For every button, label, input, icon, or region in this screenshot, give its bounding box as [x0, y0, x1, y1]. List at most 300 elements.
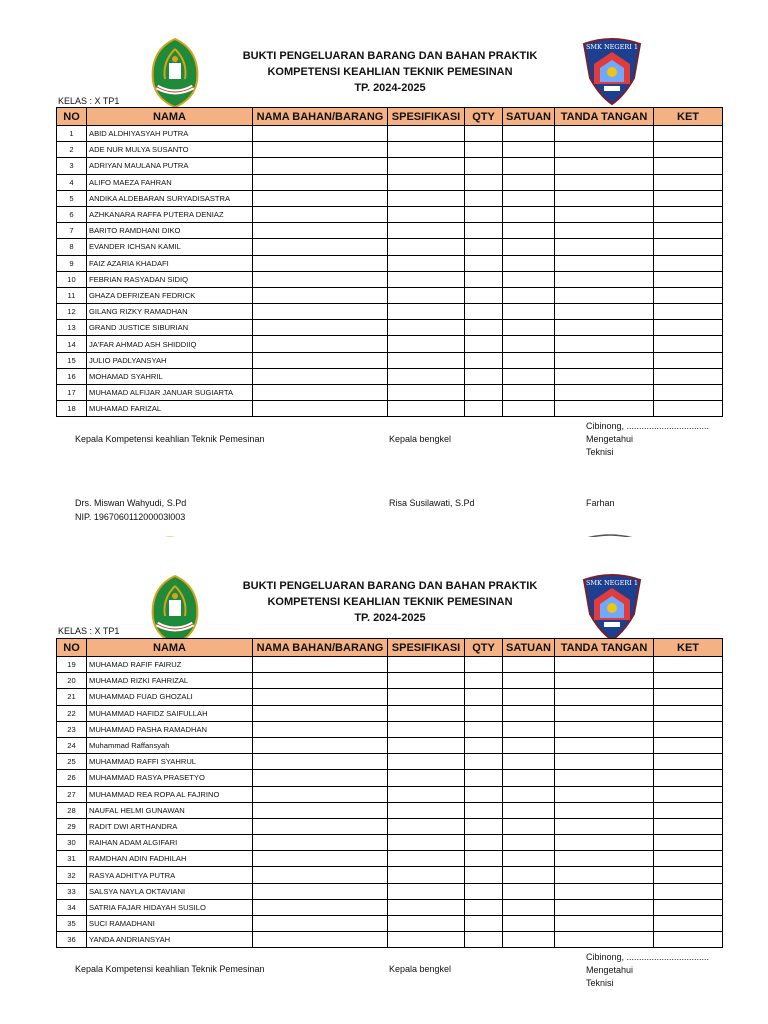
cell-tanda-tangan	[555, 304, 654, 320]
row-number: 25	[57, 754, 87, 770]
table-row	[57, 190, 723, 206]
cell-ket	[654, 932, 723, 948]
row-number: 31	[57, 851, 87, 867]
header-nama-bahan: NAMA BAHAN/BARANG	[253, 108, 388, 126]
cell-ket	[654, 737, 723, 753]
cell-qty	[465, 352, 503, 368]
row-number: 33	[57, 883, 87, 899]
cell-satuan	[503, 883, 555, 899]
cell-nama-bahan	[253, 255, 388, 271]
table-row	[57, 126, 723, 142]
cell-ket	[654, 271, 723, 287]
student-name: ABID ALDHIYASYAH PUTRA	[87, 126, 253, 142]
cell-spesifikasi	[388, 705, 465, 721]
cell-spesifikasi	[388, 142, 465, 158]
cell-spesifikasi	[388, 770, 465, 786]
table-row	[57, 867, 723, 883]
table-row	[57, 657, 723, 673]
student-name: MUHAMMAD RASYA PRASETYO	[87, 770, 253, 786]
student-name: MUHAMMAD FUAD GHOZALI	[87, 689, 253, 705]
table-row	[57, 835, 723, 851]
cell-ket	[654, 142, 723, 158]
cell-nama-bahan	[253, 336, 388, 352]
table-row	[57, 705, 723, 721]
row-number: 26	[57, 770, 87, 786]
cell-nama-bahan	[253, 851, 388, 867]
row-number: 6	[57, 206, 87, 222]
cell-tanda-tangan	[555, 883, 654, 899]
cell-tanda-tangan	[555, 916, 654, 932]
student-name: BARITO RAMDHANI DIKO	[87, 223, 253, 239]
cell-ket	[654, 336, 723, 352]
table-row	[57, 899, 723, 915]
cell-ket	[654, 867, 723, 883]
table-row	[57, 754, 723, 770]
cell-nama-bahan	[253, 802, 388, 818]
header-ket: KET	[654, 639, 723, 657]
table-row	[57, 673, 723, 689]
row-number: 10	[57, 271, 87, 287]
title-line-3: TP. 2024-2025	[354, 82, 426, 94]
cell-tanda-tangan	[555, 223, 654, 239]
cell-ket	[654, 802, 723, 818]
cell-nama-bahan	[253, 786, 388, 802]
cell-satuan	[503, 271, 555, 287]
mengetahui-label: Mengetahui	[586, 434, 634, 444]
student-name: ADE NUR MULYA SUSANTO	[87, 142, 253, 158]
table-row	[57, 737, 723, 753]
cell-tanda-tangan	[555, 802, 654, 818]
cell-tanda-tangan	[555, 255, 654, 271]
student-name: SUCI RAMADHANI	[87, 916, 253, 932]
cell-nama-bahan	[253, 239, 388, 255]
west-java-emblem-logo	[147, 37, 203, 109]
row-number: 1	[57, 126, 87, 142]
cell-qty	[465, 368, 503, 384]
student-name: FEBRIAN RASYADAN SIDIQ	[87, 271, 253, 287]
row-number: 24	[57, 737, 87, 753]
cell-spesifikasi	[388, 867, 465, 883]
student-name: GHAZA DEFRIZEAN FEDRICK	[87, 287, 253, 303]
cell-satuan	[503, 158, 555, 174]
cell-satuan	[503, 867, 555, 883]
table-row	[57, 320, 723, 336]
cell-satuan	[503, 737, 555, 753]
cell-ket	[654, 368, 723, 384]
kabeng-name: Risa Susilawati, S.Pd	[389, 498, 475, 508]
cell-satuan	[503, 705, 555, 721]
cell-ket	[654, 689, 723, 705]
cell-spesifikasi	[388, 754, 465, 770]
cell-qty	[465, 401, 503, 417]
cell-tanda-tangan	[555, 126, 654, 142]
cell-spesifikasi	[388, 689, 465, 705]
cell-qty	[465, 883, 503, 899]
cell-qty	[465, 705, 503, 721]
cell-tanda-tangan	[555, 657, 654, 673]
cell-satuan	[503, 239, 555, 255]
cell-satuan	[503, 126, 555, 142]
row-number: 4	[57, 174, 87, 190]
kabeng-title: Kepala bengkel	[389, 434, 452, 444]
row-number: 3	[57, 158, 87, 174]
table-row	[57, 883, 723, 899]
cell-spesifikasi	[388, 802, 465, 818]
table-row	[57, 786, 723, 802]
cell-satuan	[503, 336, 555, 352]
cell-tanda-tangan	[555, 770, 654, 786]
cell-tanda-tangan	[555, 932, 654, 948]
cell-spesifikasi	[388, 239, 465, 255]
table-header-row	[57, 639, 723, 657]
table-row	[57, 352, 723, 368]
student-name: MUHAMMAD PASHA RAMADHAN	[87, 721, 253, 737]
row-number: 34	[57, 899, 87, 915]
table-row	[57, 223, 723, 239]
cell-satuan	[503, 818, 555, 834]
document-title	[240, 578, 540, 626]
header-ket: KET	[654, 108, 723, 126]
cell-satuan	[503, 657, 555, 673]
cell-nama-bahan	[253, 705, 388, 721]
cell-spesifikasi	[388, 899, 465, 915]
cell-tanda-tangan	[555, 835, 654, 851]
west-java-emblem-logo	[147, 574, 203, 646]
title-line-1: BUKTI PENGELUARAN BARANG DAN BAHAN PRAKTIK	[242, 580, 538, 592]
cell-tanda-tangan	[555, 786, 654, 802]
cell-qty	[465, 304, 503, 320]
cell-nama-bahan	[253, 916, 388, 932]
student-name: AZHKANARA RAFFA PUTERA DENIAZ	[87, 206, 253, 222]
cell-nama-bahan	[253, 271, 388, 287]
cell-qty	[465, 689, 503, 705]
cell-nama-bahan	[253, 657, 388, 673]
header-nama: NAMA	[87, 639, 253, 657]
cell-satuan	[503, 673, 555, 689]
header-no: NO	[57, 108, 87, 126]
cell-spesifikasi	[388, 368, 465, 384]
inventory-table-page-1	[56, 107, 723, 417]
row-number: 2	[57, 142, 87, 158]
cell-tanda-tangan	[555, 352, 654, 368]
cell-spesifikasi	[388, 916, 465, 932]
cell-satuan	[503, 142, 555, 158]
cell-nama-bahan	[253, 754, 388, 770]
table-row	[57, 271, 723, 287]
cell-nama-bahan	[253, 190, 388, 206]
cell-spesifikasi	[388, 320, 465, 336]
cell-qty	[465, 385, 503, 401]
cell-tanda-tangan	[555, 142, 654, 158]
cell-nama-bahan	[253, 142, 388, 158]
smk-negeri-1-shield-logo	[580, 574, 644, 642]
kabeng-title: Kepala bengkel	[389, 964, 452, 974]
cell-spesifikasi	[388, 657, 465, 673]
cell-spesifikasi	[388, 786, 465, 802]
header-satuan: SATUAN	[503, 108, 555, 126]
header-tanda-tangan: TANDA TANGAN	[555, 108, 654, 126]
row-number: 30	[57, 835, 87, 851]
cell-spesifikasi	[388, 401, 465, 417]
cell-ket	[654, 287, 723, 303]
table-row	[57, 818, 723, 834]
cell-qty	[465, 737, 503, 753]
row-number: 12	[57, 304, 87, 320]
mengetahui-label: Mengetahui	[586, 965, 634, 975]
cell-qty	[465, 271, 503, 287]
cell-nama-bahan	[253, 867, 388, 883]
cell-satuan	[503, 206, 555, 222]
cell-tanda-tangan	[555, 320, 654, 336]
student-name: MUHAMAD RAFIF FAIRUZ	[87, 657, 253, 673]
row-number: 23	[57, 721, 87, 737]
table-header-row	[57, 108, 723, 126]
student-name: RADIT DWI ARTHANDRA	[87, 818, 253, 834]
row-number: 36	[57, 932, 87, 948]
cropped-emblem-edge	[150, 529, 190, 537]
row-number: 8	[57, 239, 87, 255]
table-row	[57, 239, 723, 255]
title-line-2: KOMPETENSI KEAHLIAN TEKNIK PEMESINAN	[267, 66, 513, 78]
cell-ket	[654, 255, 723, 271]
cell-spesifikasi	[388, 818, 465, 834]
table-row	[57, 721, 723, 737]
cell-satuan	[503, 304, 555, 320]
cell-spesifikasi	[388, 174, 465, 190]
table-row	[57, 142, 723, 158]
cell-ket	[654, 770, 723, 786]
cell-ket	[654, 174, 723, 190]
cell-spesifikasi	[388, 190, 465, 206]
cell-spesifikasi	[388, 385, 465, 401]
cell-ket	[654, 206, 723, 222]
title-line-1: BUKTI PENGELUARAN BARANG DAN BAHAN PRAKTIK	[242, 50, 538, 62]
table-row	[57, 770, 723, 786]
header-qty: QTY	[465, 639, 503, 657]
cell-satuan	[503, 802, 555, 818]
cell-tanda-tangan	[555, 385, 654, 401]
cell-qty	[465, 754, 503, 770]
cell-spesifikasi	[388, 352, 465, 368]
cell-nama-bahan	[253, 737, 388, 753]
cell-ket	[654, 916, 723, 932]
cell-ket	[654, 158, 723, 174]
cell-spesifikasi	[388, 721, 465, 737]
row-number: 32	[57, 867, 87, 883]
cell-satuan	[503, 689, 555, 705]
cell-satuan	[503, 932, 555, 948]
cell-ket	[654, 818, 723, 834]
cell-nama-bahan	[253, 174, 388, 190]
teknisi-title: Teknisi	[586, 978, 614, 988]
cell-ket	[654, 883, 723, 899]
cell-ket	[654, 899, 723, 915]
cell-qty	[465, 223, 503, 239]
cell-satuan	[503, 916, 555, 932]
table-row	[57, 174, 723, 190]
cell-satuan	[503, 320, 555, 336]
cell-spesifikasi	[388, 255, 465, 271]
cell-nama-bahan	[253, 320, 388, 336]
table-row	[57, 689, 723, 705]
student-name: RAMDHAN ADIN FADHILAH	[87, 851, 253, 867]
row-number: 11	[57, 287, 87, 303]
row-number: 7	[57, 223, 87, 239]
student-name: FAIZ AZARIA KHADAFI	[87, 255, 253, 271]
cell-nama-bahan	[253, 721, 388, 737]
row-number: 16	[57, 368, 87, 384]
student-name: EVANDER ICHSAN KAMIL	[87, 239, 253, 255]
cell-tanda-tangan	[555, 336, 654, 352]
cell-qty	[465, 932, 503, 948]
cell-nama-bahan	[253, 223, 388, 239]
table-body-page-2	[57, 657, 723, 948]
cell-qty	[465, 142, 503, 158]
cell-ket	[654, 835, 723, 851]
cell-qty	[465, 916, 503, 932]
student-name: MUHAMAD FARIZAL	[87, 401, 253, 417]
cell-spesifikasi	[388, 737, 465, 753]
cell-qty	[465, 190, 503, 206]
cell-tanda-tangan	[555, 287, 654, 303]
cell-ket	[654, 851, 723, 867]
cell-satuan	[503, 835, 555, 851]
row-number: 13	[57, 320, 87, 336]
cell-satuan	[503, 190, 555, 206]
cell-satuan	[503, 786, 555, 802]
cell-qty	[465, 802, 503, 818]
cell-spesifikasi	[388, 271, 465, 287]
cell-tanda-tangan	[555, 899, 654, 915]
cell-nama-bahan	[253, 304, 388, 320]
cell-satuan	[503, 352, 555, 368]
row-number: 18	[57, 401, 87, 417]
cell-qty	[465, 126, 503, 142]
cell-spesifikasi	[388, 851, 465, 867]
cell-ket	[654, 754, 723, 770]
cell-spesifikasi	[388, 158, 465, 174]
cell-qty	[465, 206, 503, 222]
cell-spesifikasi	[388, 287, 465, 303]
student-name: GRAND JUSTICE SIBURIAN	[87, 320, 253, 336]
cell-ket	[654, 223, 723, 239]
student-name: MUHAMAD RIZKI FAHRIZAL	[87, 673, 253, 689]
place-date: Cibinong, .................................	[586, 421, 710, 431]
cell-tanda-tangan	[555, 174, 654, 190]
cell-tanda-tangan	[555, 818, 654, 834]
cell-nama-bahan	[253, 287, 388, 303]
row-number: 9	[57, 255, 87, 271]
cell-ket	[654, 786, 723, 802]
cell-nama-bahan	[253, 206, 388, 222]
title-line-3: TP. 2024-2025	[354, 612, 426, 624]
student-name: RASYA ADHITYA PUTRA	[87, 867, 253, 883]
cell-tanda-tangan	[555, 737, 654, 753]
student-name: SATRIA FAJAR HIDAYAH SUSILO	[87, 899, 253, 915]
cell-qty	[465, 287, 503, 303]
cell-satuan	[503, 223, 555, 239]
row-number: 27	[57, 786, 87, 802]
row-number: 19	[57, 657, 87, 673]
cell-nama-bahan	[253, 385, 388, 401]
student-name: Muhammad Raffansyah	[87, 737, 253, 753]
cell-spesifikasi	[388, 206, 465, 222]
cell-spesifikasi	[388, 336, 465, 352]
cell-nama-bahan	[253, 158, 388, 174]
header-no: NO	[57, 639, 87, 657]
student-name: MOHAMAD SYAHRIL	[87, 368, 253, 384]
cell-nama-bahan	[253, 352, 388, 368]
cell-satuan	[503, 899, 555, 915]
cell-qty	[465, 818, 503, 834]
header-tanda-tangan: TANDA TANGAN	[555, 639, 654, 657]
student-name: ALIFO MAEZA FAHRAN	[87, 174, 253, 190]
cell-tanda-tangan	[555, 158, 654, 174]
cell-ket	[654, 320, 723, 336]
cell-qty	[465, 770, 503, 786]
table-row	[57, 158, 723, 174]
title-line-2: KOMPETENSI KEAHLIAN TEKNIK PEMESINAN	[267, 596, 513, 608]
cell-spesifikasi	[388, 883, 465, 899]
cell-ket	[654, 673, 723, 689]
header-nama-bahan: NAMA BAHAN/BARANG	[253, 639, 388, 657]
header-spesifikasi: SPESIFIKASI	[388, 639, 465, 657]
cell-nama-bahan	[253, 126, 388, 142]
cell-qty	[465, 255, 503, 271]
cell-qty	[465, 174, 503, 190]
cell-qty	[465, 336, 503, 352]
kapro-nip: NIP. 196706011200003l003	[75, 512, 186, 522]
cell-spesifikasi	[388, 835, 465, 851]
cell-ket	[654, 352, 723, 368]
cell-spesifikasi	[388, 673, 465, 689]
row-number: 14	[57, 336, 87, 352]
cell-nama-bahan	[253, 835, 388, 851]
cell-tanda-tangan	[555, 271, 654, 287]
table-row	[57, 401, 723, 417]
cell-qty	[465, 721, 503, 737]
cell-spesifikasi	[388, 304, 465, 320]
cell-nama-bahan	[253, 899, 388, 915]
student-name: JA'FAR AHMAD ASH SHIDDIIQ	[87, 336, 253, 352]
cell-nama-bahan	[253, 932, 388, 948]
cell-satuan	[503, 770, 555, 786]
student-name: SALSYA NAYLA OKTAVIANI	[87, 883, 253, 899]
cell-tanda-tangan	[555, 401, 654, 417]
teknisi-title: Teknisi	[586, 447, 614, 457]
inventory-table-page-2	[56, 638, 723, 948]
cell-spesifikasi	[388, 223, 465, 239]
cropped-shield-edge	[575, 529, 645, 537]
cell-nama-bahan	[253, 818, 388, 834]
logo-text: SMK NEGERI 1	[585, 579, 639, 587]
student-name: GILANG RIZKY RAMADHAN	[87, 304, 253, 320]
document-title	[240, 48, 540, 96]
table-row	[57, 336, 723, 352]
cell-tanda-tangan	[555, 239, 654, 255]
cell-nama-bahan	[253, 883, 388, 899]
cell-satuan	[503, 368, 555, 384]
kapro-title: Kepala Kompetensi keahlian Teknik Pemesinan	[75, 434, 265, 444]
cell-ket	[654, 705, 723, 721]
header-satuan: SATUAN	[503, 639, 555, 657]
row-number: 20	[57, 673, 87, 689]
cell-satuan	[503, 754, 555, 770]
cell-ket	[654, 304, 723, 320]
cell-nama-bahan	[253, 673, 388, 689]
cell-qty	[465, 657, 503, 673]
table-row	[57, 287, 723, 303]
